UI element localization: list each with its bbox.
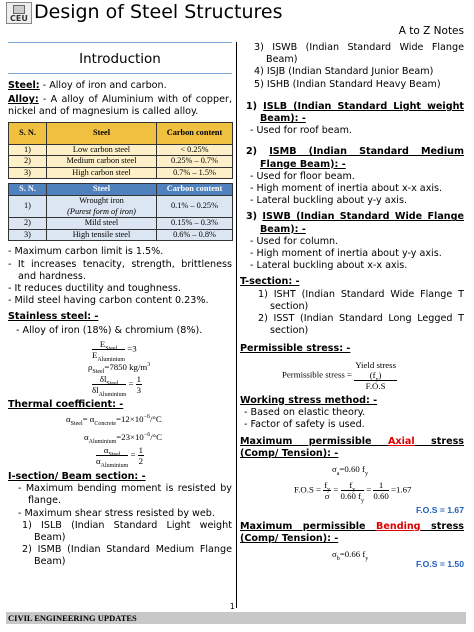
beam-list-text: ISLB (Indian Standard Light weight Beam) xyxy=(34,519,232,543)
islb-point-text: Used for roof beam. xyxy=(256,125,352,137)
density-value: 7850 xyxy=(109,361,127,372)
note-item: - Maximum carbon limit is 1.5%. xyxy=(8,246,164,258)
table-header: Carbon content xyxy=(157,122,233,144)
wrought-iron-label: Wrought iron xyxy=(79,195,124,205)
beam-list-text: ISWB (Indian Standard Wide Flange Beam) xyxy=(266,42,464,66)
stainless-text: - Alloy of iron (18%) & chromium (8%). xyxy=(16,324,203,336)
note-item: - It increases tenacity, strength, brittleness and hardness. xyxy=(8,258,232,282)
table-cell: Mild steel xyxy=(47,218,157,230)
logo-mark-icon xyxy=(13,5,25,14)
table-cell: Low carbon steel xyxy=(47,144,157,156)
density-unit: kg/m xyxy=(129,361,148,372)
ismb-point: - Used for floor beam. xyxy=(250,170,355,182)
page-number: 1 xyxy=(230,602,235,611)
alpha-ratio-den: 2 xyxy=(138,455,144,466)
axial-heading-red: Axial xyxy=(387,436,415,448)
iswb-heading-text: ISWB (Indian Standard Wide Flange Beam): - xyxy=(260,211,464,235)
ismb-heading: 2) ISMB (Indian Standard Medium Flange Beam): - xyxy=(246,146,464,170)
table-cell: 3) xyxy=(9,229,47,241)
formula-axial-fos: F.O.S = $\frac{f_y}{\sigma}$ = $\frac{f_y}{0.60 f_y}$ = $\frac{1}{0.60}$ =1.67 xyxy=(294,479,412,504)
table-cell: 0.7% – 1.5% xyxy=(157,167,233,179)
table-cell: 1) xyxy=(9,144,47,156)
beam-list-text: ISJB (Indian Standard Junior Beam) xyxy=(266,66,434,78)
table-row xyxy=(9,195,233,217)
steel-definition xyxy=(8,80,232,92)
table-cell: 0.25% – 0.7% xyxy=(157,156,233,168)
bending-heading xyxy=(240,521,464,545)
table-cell xyxy=(47,195,157,217)
islb-heading-text: ISLB (Indian Standard Light weight Beam): - xyxy=(260,100,465,125)
alloy-text: - A alloy of Aluminium with of copper, nickel and of magnesium is called alloy. xyxy=(8,94,232,118)
logo-text: CEU xyxy=(10,14,28,23)
beam-list-item: 4) ISJB (Indian Standard Junior Beam) xyxy=(254,66,434,78)
ismb-point: - Lateral buckling about y-y axis. xyxy=(250,195,408,207)
table-cell: High tensile steel xyxy=(47,229,157,241)
stainless-formulas xyxy=(8,338,232,398)
working-point: - Based on elastic theory. xyxy=(244,406,366,418)
alloy-label: Alloy: xyxy=(8,94,39,106)
delta-ratio-num: 1 xyxy=(136,373,142,384)
stainless-heading: Stainless steel: - xyxy=(8,311,99,323)
tsection-text: ISHT (Indian Standard Wide Flange T section) xyxy=(270,288,464,312)
axial-formulas xyxy=(240,463,464,504)
table-row xyxy=(9,156,233,168)
beam-list-item: 1) ISLB (Indian Standard Light weight Beam) xyxy=(22,519,232,543)
iswb-heading: 3) ISWB (Indian Standard Wide Flange Beam): - xyxy=(246,211,464,235)
iswb-point: - Lateral buckling about x-x axis. xyxy=(250,260,408,272)
section-heading-introduction: Introduction xyxy=(79,51,161,67)
table-cell: High carbon steel xyxy=(47,167,157,179)
bending-heading-red: Bending xyxy=(376,520,421,532)
tsection-item: 2) ISST (Indian Standard Long Legged T section) xyxy=(258,313,464,337)
axial-heading xyxy=(240,436,464,460)
table-row xyxy=(9,167,233,179)
permissible-heading: Permissible stress: - xyxy=(240,343,351,355)
beam-point: - Maximum bending moment is resisted by flange. xyxy=(18,483,232,507)
beam-list-item: 2) ISMB (Indian Standard Medium Flange Beam) xyxy=(22,544,232,568)
beam-point-text: Maximum shear stress resisted by web. xyxy=(24,507,215,519)
bending-heading-a: Maximum permissible xyxy=(240,520,377,532)
fos-label: F.O.S xyxy=(365,380,386,391)
table-header: S. N. xyxy=(9,122,47,144)
beam-point: - Maximum shear stress resisted by web. xyxy=(18,507,215,519)
formula-alpha-ratio: $\frac{\alpha_{Steel}}{\alpha_{Aluminium}}$ = $\frac{1}{2}$ xyxy=(96,444,144,469)
table-cell: < 0.25% xyxy=(157,144,233,156)
footer-bar: CIVIL ENGINEERING UPDATES xyxy=(6,612,466,624)
beam-list-text: ISMB (Indian Standard Medium Flange Beam) xyxy=(34,544,232,568)
permissible-lhs: Permissible stress xyxy=(282,369,345,380)
iswb-section xyxy=(240,211,464,272)
formula-delta-ratio: $\frac{\delta l_{Steel}}{\delta l_{Aluminium}}$ = $\frac{1}{3}$ xyxy=(92,373,142,398)
tsection-heading: T-section: - xyxy=(240,276,300,288)
yield-stress-label: Yield stress xyxy=(355,359,396,370)
note-item: - Mild steel having carbon content 0.23%. xyxy=(8,295,209,307)
table-cell: 1) xyxy=(9,195,47,217)
table-cell: 2) xyxy=(9,218,47,230)
beam-heading: I-section/ Beam section: - xyxy=(8,470,146,482)
formula-axial-sigma: $\sigma_a=0.60$ $f_y$ xyxy=(332,463,368,477)
beam-point-text: Maximum bending moment is resisted by flange. xyxy=(25,483,232,507)
note-item: - It reduces ductility and toughness. xyxy=(8,282,181,294)
right-column xyxy=(240,42,464,571)
alpha-concrete-unit: /°C xyxy=(149,413,162,424)
working-heading: Working stress method: - xyxy=(240,394,378,406)
carbon-notes xyxy=(8,246,232,307)
table-cell: 2) xyxy=(9,156,47,168)
formula-alpha-concrete: $\alpha_{Steel}= \alpha_{Concrete}=12\times 10^{-6}/^\circ C$ xyxy=(66,413,162,427)
left-column xyxy=(8,42,232,569)
table-header: S. N. xyxy=(9,184,47,196)
formula-density: $\rho_{Steel}=7850$ $kg/m^3$ xyxy=(88,361,151,375)
table-cell: 3) xyxy=(9,167,47,179)
tsection-item: 1) ISHT (Indian Standard Wide Flange T section) xyxy=(258,288,464,312)
document-subtitle: A to Z Notes xyxy=(398,25,464,37)
formula-alpha-al: $\alpha_{Aluminium}=23\times 10^{-6}/^\circ C$ xyxy=(84,431,163,445)
table-header: Carbon content xyxy=(157,184,233,196)
axial-sigma-value: 0.60 xyxy=(344,463,360,474)
ismb-section xyxy=(240,146,464,207)
iswb-point-text: High moment of inertia about y-y axis. xyxy=(256,248,442,260)
table-cell: Medium carbon steel xyxy=(47,156,157,168)
logo xyxy=(6,2,32,24)
table-row xyxy=(9,218,233,230)
formula-permissible-stress: Permissible stress = Yield stress $(f_y)$ F.O.S xyxy=(282,359,396,391)
table-cell: 0.15% – 0.3% xyxy=(157,218,233,230)
iswb-point: - High moment of inertia about y-y axis. xyxy=(250,248,442,260)
islb-point: - Used for roof beam. xyxy=(250,125,352,137)
table-cell: 0.1% – 0.25% xyxy=(157,195,233,217)
bending-heading-b: stress (Comp/ Tension): - xyxy=(240,520,464,545)
bending-fos-badge: F.O.S = 1.50 xyxy=(415,559,464,570)
alpha-al-unit: /°C xyxy=(150,431,163,442)
delta-ratio-den: 3 xyxy=(136,384,142,395)
e-ratio-value: 3 xyxy=(132,343,137,354)
formula-bending-sigma: $\sigma_b=0.66$ $f_y$ xyxy=(332,549,369,563)
stainless-desc: Alloy of iron (18%) & chromium (8%). xyxy=(22,324,203,336)
table-row xyxy=(9,144,233,156)
formula-e-ratio: $\frac{E_{Steel}}{E_{Aluminium}}$ =3 xyxy=(92,338,137,363)
alloy-definition xyxy=(8,94,232,118)
column-divider xyxy=(236,42,237,608)
beam-list-item: 5) ISHB (Indian Standard Heavy Beam) xyxy=(254,78,441,90)
steel-label: Steel: xyxy=(8,80,40,91)
ismb-heading-text: ISMB (Indian Standard Medium Flange Beam): - xyxy=(260,146,464,170)
carbon-steel-table xyxy=(8,122,233,180)
iswb-point-text: Used for column. xyxy=(256,235,339,247)
bending-sigma-value: 0.66 xyxy=(344,549,361,560)
table-row xyxy=(9,229,233,241)
tsection-text: ISST (Indian Standard Long Legged T section) xyxy=(270,313,464,337)
alpha-concrete-value: 12×10 xyxy=(121,413,144,424)
steel-text: - Alloy of iron and carbon. xyxy=(39,80,167,91)
axial-heading-a: Maximum permissible xyxy=(240,436,388,448)
ismb-point-text: Used for floor beam. xyxy=(256,170,355,182)
document-title: Design of Steel Structures xyxy=(34,1,283,23)
working-point: - Factor of safety is used. xyxy=(244,419,365,431)
tsection xyxy=(240,276,464,337)
ismb-point: - High moment of inertia about x-x axis. xyxy=(250,183,443,195)
axial-heading-b: stress (Comp/ Tension): - xyxy=(240,436,465,460)
thermal-heading: Thermal coefficient: - xyxy=(8,398,124,410)
iswb-point: - Used for column. xyxy=(250,235,339,247)
axial-fos-value: 1.67 xyxy=(396,484,412,495)
table-header: Steel xyxy=(47,122,157,144)
ismb-point-text: Lateral buckling about y-y axis. xyxy=(256,195,408,207)
beam-list-item: 3) ISWB (Indian Standard Wide Flange Beam) xyxy=(254,42,464,66)
thermal-formulas xyxy=(8,413,232,469)
heading-rule-top xyxy=(8,42,232,43)
table-header: Steel xyxy=(47,184,157,196)
axial-fos-badge: F.O.S = 1.67 xyxy=(415,504,464,515)
ismb-point-text: High moment of inertia about x-x axis. xyxy=(256,183,443,195)
beam-list-text: ISHB (Indian Standard Heavy Beam) xyxy=(266,78,441,90)
wrought-iron-note: (Purest form of iron) xyxy=(67,206,136,216)
islb-heading: 1) ISLB (Indian Standard Light weight Beam): - xyxy=(246,100,465,125)
islb-section xyxy=(240,101,464,138)
heading-rule-bottom xyxy=(8,73,232,74)
working-point-text: Based on elastic theory. xyxy=(250,406,366,418)
table-cell: 0.6% – 0.8% xyxy=(157,229,233,241)
iswb-point-text: Lateral buckling about x-x axis. xyxy=(256,260,408,272)
steel-types-table xyxy=(8,183,233,241)
working-point-text: Factor of safety is used. xyxy=(250,419,365,431)
alpha-al-value: 23×10 xyxy=(121,431,144,442)
